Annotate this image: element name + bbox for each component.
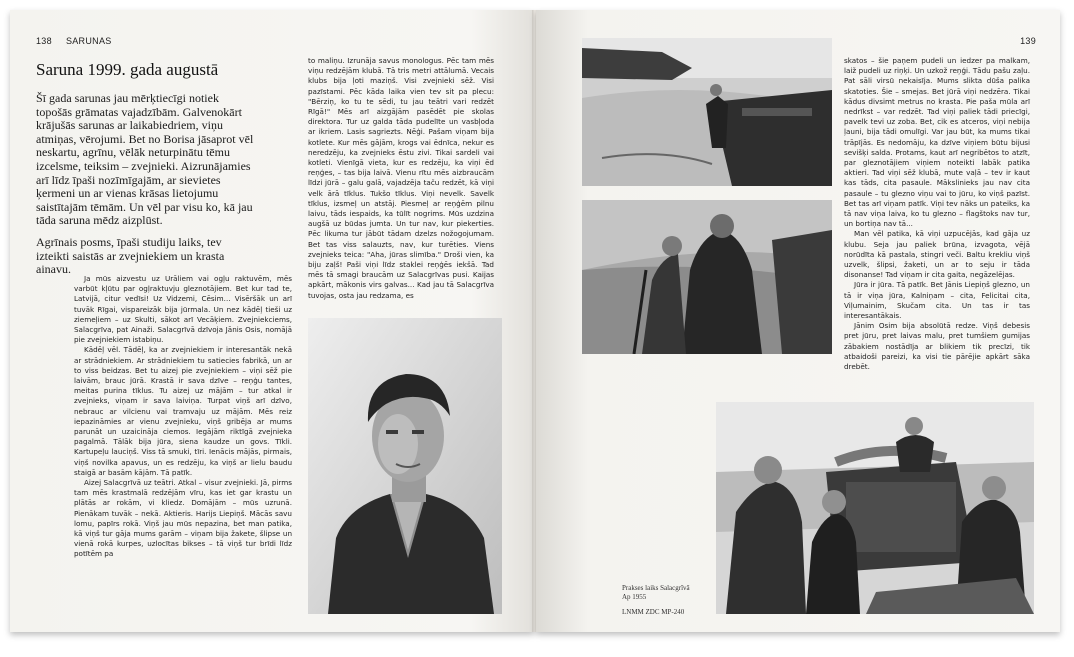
page-number-left: 138 xyxy=(36,36,52,46)
running-header-left xyxy=(36,36,112,46)
left-page xyxy=(10,10,534,632)
body-paragraph: Jūra ir jūra. Tā patīk. Bet Jānis Liepiņš glezno, un tā ir viņa jūra, Kalniņam – cita, Felicitai cita, Viļumainim, Skučam cita. Un tas ir tas interesantākais. xyxy=(844,280,1030,321)
text-column-3 xyxy=(844,56,1030,372)
body-paragraph: Ja mūs aizvestu uz Urāliem vai ogļu raktuvēm, mēs varbūt kļūtu par ogļraktuvju gleznotājiem. Bet kur tad te, Latvijā, citur vedīsi! Uz Vidzemi, Cēsim... Visēršāk un arī tuvāk Rīgai, vispareizāk bija jūrmala. Un nez kādēļ tieši uz ziemeļiem – uz Skulti, sākot arī Vecāķiem. Zvejniekciems, Salacgrīva, pat Ainaži. Salacgrīvā dzīvoja Jānis Osis, nomājā pie zvejniekiem istabiņu. xyxy=(74,274,292,345)
body-paragraph: Jānim Osim bija absolūtā redze. Viņš debesis pret jūru, pret laivas malu, pret tumšiem gumijas zābakiem nostādīja ar blikiem tik precīzi, tik atbaidoši pareizi, ka visi tie pārējie apkārt sāka drebēt. xyxy=(844,321,1030,372)
archive-code: LNMM ZDC MP-240 xyxy=(622,608,685,616)
boats-shore-image xyxy=(582,38,832,186)
portrait-photo-image xyxy=(308,318,502,614)
intro-paragraph: Agrīnais posms, īpaši studiju laiks, tev izteikti saistās ar zvejniekiem un krasta ainavu. xyxy=(36,234,225,277)
page-number-right: 139 xyxy=(1020,36,1036,46)
running-head-title: SARUNAS xyxy=(65,36,112,46)
right-page xyxy=(536,10,1060,632)
book-spread xyxy=(10,10,1060,640)
intro-paragraph: Šī gada sarunas jau mērķtiecīgi notiek topošās grāmatas vajadzībām. Galvenokārt krājušās sarunas ar laikabiedriem, viņu atmiņas, vērojumi. Bet no Borisa jāsaprot vēl neskartu, agrīnu, vēlāk neturpinātu tēmu izcelsme, teiksim – zvejnieki. Aizrunājamies arī līdz īpaši nozīmīgajām, ar sievietes ķermeni un ar vienas krāsas lietojumu saistītajām tēmām. Un vēl par visu ko, kā jau tāda saruna mēdz aizplūst. xyxy=(36,91,254,228)
intro-text xyxy=(36,92,254,285)
text-column-2 xyxy=(308,56,494,301)
boat-crew-photo xyxy=(716,402,1034,614)
fishermen-nets-image xyxy=(582,200,832,354)
body-paragraph: Aizej Salacgrīvā uz teātri. Atkal – visur zvejnieki. Jā, pirms tam mēs krastmalā redzējām vīru, kas iet gar krastu un plātās ar rokām, vi kliedz. Domājām – mūs uzrunā. Pienākam tuvāk – nekā. Aktieris. Harijs Liepiņš. Mācās savu lomu, papīrs rokā. Viņš jau mūs nepazina, bet man patika, kā viņš tur gāja mums garām – viņam bija žakete, šlipse un vienā rokā kurpes, uzlocītas bikses – tā viņš tur brīdi līdz potītēm pa xyxy=(74,478,292,559)
caption-line: Prakses laiks Salacgrīvā xyxy=(622,584,690,592)
body-paragraph: Man vēl patika, kā viņi uzpucējās, kad gāja uz klubu. Seja jau paliek brūna, izvagota, vējā norūdīta kā pastala, stingri veči. Baltu krekliu viņš uzvelk, šlipsi, žaketi, un ar to seju ir tāda disonanse! Tad viņam ir cita gaita, negāzelējas. xyxy=(844,229,1030,280)
portrait-photo xyxy=(308,318,502,614)
body-paragraph: skatos – šie paņem pudeli un iedzer pa malkam, laiž pudeli uz riņķi. Un uzkož reņģi. Tādu pašu zaļu. Pat sāli virsū nekaisīja. Mums slikta dūša palika skatoties. Šie – smejas. Bet jūrā viņi nedzēra. Tikai kādus divsimt metrus no krasta. Pie paša mūla arī nedrīkst – var redzēt. Tad viņi paliek tādi priecīgi, pavelk tevi uz zoba. Bet, cik es atceros, viņi nebija ļauni, bija tādi omulīgi. Var jau būt, ka mums tikai trāpījās. Es nedomāju, ka dzīve viņiem būtu bijusi sevišķi salda. Protams, kaut arī negribētos to atzīt, par gleznotājiem viņiem noteikti labāk patika aktieri. Tad viņi sēž klubā, mute vaļā – tev ir kaut kas tāds, cita pasaule. Mākslinieks jau nav cita pasaule – tu glezno viņu vai to jūru, ko viņš pazīst. Bet tas arī viņam patīk. Viņi tev nāks un pateiks, ka tā nav viņa laiva, ko tu glezno – flagštoks nav tur, un bortiņa nav tā... xyxy=(844,56,1030,229)
text-column-1 xyxy=(74,274,292,560)
body-paragraph: Kādēļ vēl. Tādēļ, ka ar zvejniekiem ir interesantāk nekā ar strādniekiem. Ar strādniekiem tu satiecies fabrikā, un ar to viss beidzas. Bet tu aizej pie zvejniekiem – viņi sēž pie laivām, brauc jūrā. Krastā ir sava dzīve – reņģu tantes, meitas purina tīklus. Tu aizej uz mājām – tur atkal ir zvejnieks, viņam ir sava laiviņa. Turpat viņš arī dzīvo, nebrauc ar vilcienu vai tramvaju uz mājām. Mēs reiz iepazināmies ar vienu zvejnieku, viņš gribēja ar mums parunāt un uzaicināja ciemos. Iegājām riktīgā zvejnieka pagalmā. Tālāk bija jūra, siena kaudze un govs. Tīkli. Kartupeļu lauciņš. Viss tā smuki, tīri. Ienācis mājās, pirmais, viņš novilka apavus, un es redzēju, ka viņš ar lielu baudu staigā ar basām kājām. Tā patīk. xyxy=(74,345,292,477)
boats-shore-photo xyxy=(582,38,832,186)
body-paragraph: to maliņu. Izrunāja savus monologus. Pēc tam mēs viņu redzējām klubā. Tā tris metri attālumā. Vecais klubs bija ļoti maziņš. Visi zvejnieki sēž. Visi pazīstami. Pēc kāda laika vien tev sit pa plecu: "Bērziņ, ko tu te sēdi, tu jau teātri vari redzēt Rīgā!" Mēs arī aizgājām pasēdēt pie skolas direktora. Tur uz galda tāda pudelīte un vasbļoda ar ikriem. Lasis sagriezts. Nēģi. Pašam viņam bija kotlete. Kur mēs gājām, krogs vai ēdnīca, nekur es neredzēju, ka zvejnieks ēstu zivi. Tikai sardeli vai kotleti. Vienīgā vieta, kur es redzēju, ka viņi ēd reņģes, – tas bija laivā. Vienu rītu mēs aizbraucām līdzi jūrā – galu galā, vajadzēja taču redzēt, kā viņi velk ārā tīklus. Tukšo tīklus. Viņi nevelk. Savelk tīklus, izsmeļ un atstāj. Piesmeļ ar reņģēm pilnu laivu, tāds iespaids, ka tūlīt nogrims. Mūs uzdzina augšā uz būdas jumta. Un tur nav, kur piekerties. Pēc likuma tur jābūt tādam dzelzs nožogojumam. Bet tas viss salauzts, nav, kur turēties. Viens zvejnieks teica: "Aha, jūras slimība." Droši vien, ka biju zaļš! Paši viņi līdz staklei reņģēs iekšā. Tad mēs tā smagi braucām uz Salacgrīvas pusi. Kaijas apkārt, mākonis virs galvas... Kad jau tā Salacgrīva tuvojas, osta jau redzama, es xyxy=(308,56,494,300)
caption-line: Ap 1955 xyxy=(622,593,647,601)
photo-caption xyxy=(622,584,712,602)
fishermen-nets-photo xyxy=(582,200,832,354)
chapter-title: Saruna 1999. gada augustā xyxy=(36,60,219,79)
boat-crew-image xyxy=(716,402,1034,614)
